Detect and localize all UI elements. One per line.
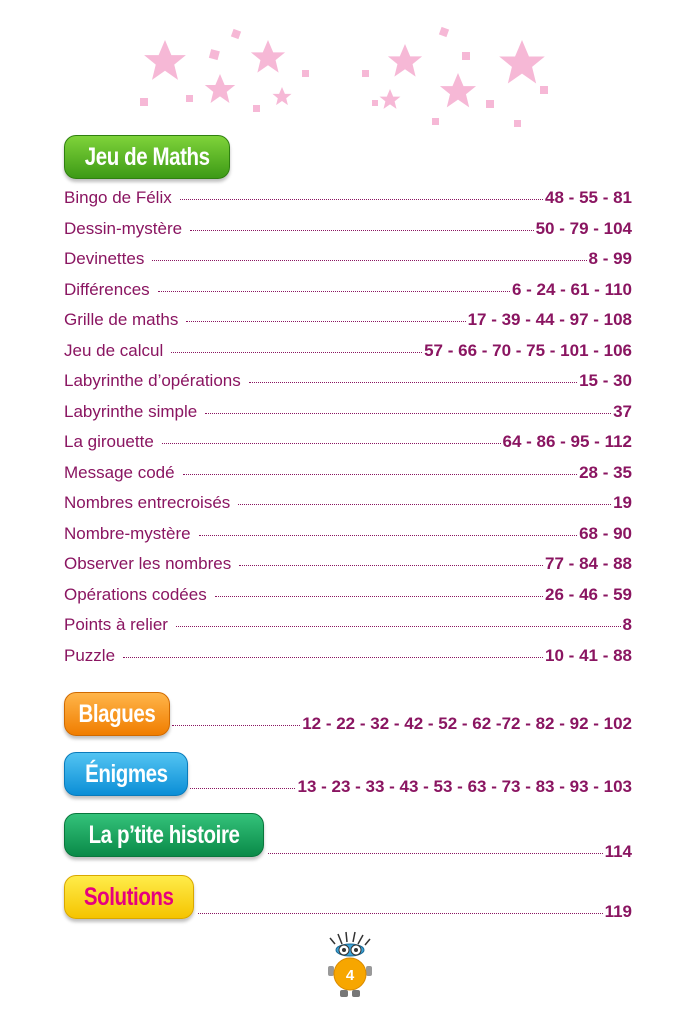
- toc-entry-label: Message codé: [64, 462, 175, 482]
- toc-entry-label: Bingo de Félix: [64, 188, 172, 207]
- leader-dots: [186, 320, 465, 322]
- toc-entry-pages: 50 - 79 - 104: [535, 218, 632, 238]
- star-icon: [388, 44, 422, 77]
- toc-entry: [64, 219, 632, 250]
- toc-entry-pages: 15 - 30: [579, 371, 632, 390]
- star-icon: [499, 40, 545, 83]
- leader-dots: [183, 473, 577, 475]
- leader-dots: [198, 913, 603, 914]
- star-icon: [144, 40, 186, 80]
- leader-dots: [268, 853, 603, 854]
- solutions-pages-row: [198, 902, 632, 922]
- blagues-pages-row: [172, 714, 632, 734]
- toc-entry: [64, 493, 632, 524]
- leader-dots: [249, 381, 577, 383]
- toc-entry: [64, 188, 632, 219]
- toc-entry: [64, 646, 632, 677]
- section-jeux-title: Jeu de Maths: [64, 135, 230, 179]
- toc-entry-label: Puzzle: [64, 645, 116, 665]
- toc-entry: [64, 371, 632, 402]
- toc-entry-pages: 8 - 99: [588, 249, 632, 268]
- leader-dots: [171, 351, 422, 353]
- leader-dots: [199, 534, 577, 536]
- toc-entry-label: Devinettes: [64, 249, 145, 268]
- leader-dots: [180, 198, 543, 200]
- leader-dots: [238, 503, 611, 505]
- toc-entry: [64, 249, 632, 280]
- stars-decoration: [0, 0, 700, 140]
- toc-entry: [64, 280, 632, 311]
- leader-dots: [162, 442, 501, 444]
- leader-dots: [152, 259, 586, 261]
- toc-entry-pages: 57 - 66 - 70 - 75 - 101 - 106: [424, 340, 632, 360]
- leader-dots: [176, 625, 621, 627]
- toc-entry: [64, 341, 632, 372]
- toc-entry: [64, 463, 632, 494]
- section-blagues-title: Blagues: [64, 692, 170, 736]
- toc-entry-label: Jeu de calcul: [64, 340, 164, 360]
- toc-entry-pages: 48 - 55 - 81: [545, 188, 632, 207]
- toc-entry: [64, 524, 632, 555]
- toc-entry: [64, 310, 632, 341]
- histoire-pages-row: [268, 842, 632, 862]
- toc-entry-pages: 19: [613, 493, 632, 512]
- toc-entry-pages: 68 - 90: [579, 523, 632, 543]
- toc-entry-label: Nombre-mystère: [64, 523, 191, 543]
- toc-entry: [64, 402, 632, 433]
- blagues-pages: 12 - 22 - 32 - 42 - 52 - 62 -72 - 82 - 92 - 102: [302, 714, 632, 733]
- toc-entry-label: Opérations codées: [64, 584, 207, 604]
- toc-entry-pages: 77 - 84 - 88: [545, 554, 632, 573]
- toc-entry-label: Labyrinthe simple: [64, 401, 198, 421]
- toc-entry-pages: 10 - 41 - 88: [545, 645, 632, 665]
- toc-entry-label: Différences: [64, 279, 150, 299]
- section-enigmes-title: Énigmes: [64, 752, 188, 796]
- leader-dots: [215, 595, 543, 597]
- leader-dots: [123, 656, 543, 658]
- toc-entry: [64, 615, 632, 646]
- solutions-pages: 119: [604, 902, 632, 921]
- star-icon: [380, 89, 401, 109]
- toc-entry-pages: 28 - 35: [579, 462, 632, 482]
- histoire-pages: 114: [604, 842, 632, 861]
- toc-entry: [64, 432, 632, 463]
- toc-entry-label: Points à relier: [64, 615, 168, 634]
- toc-entry-label: Nombres entrecroisés: [64, 493, 231, 512]
- page-number: 4: [345, 967, 355, 984]
- star-icon: [273, 87, 292, 105]
- leader-dots: [239, 564, 543, 566]
- mascot-icon: [320, 930, 380, 1002]
- star-icon: [440, 73, 476, 107]
- section-histoire-title: La p’tite histoire: [64, 813, 264, 857]
- toc-entry-label: Observer les nombres: [64, 554, 232, 573]
- enigmes-pages: 13 - 23 - 33 - 43 - 53 - 63 - 73 - 83 - 93 - 103: [297, 777, 632, 796]
- toc-entry-label: Dessin-mystère: [64, 218, 183, 238]
- toc-entry: [64, 554, 632, 585]
- toc-entry: [64, 585, 632, 616]
- toc-entry-pages: 17 - 39 - 44 - 97 - 108: [467, 310, 632, 329]
- toc-list: [64, 188, 632, 676]
- leader-dots: [158, 290, 510, 292]
- toc-entry-pages: 26 - 46 - 59: [545, 584, 632, 604]
- star-icon: [205, 74, 235, 103]
- toc-entry-label: Grille de maths: [64, 310, 179, 329]
- star-icon: [251, 40, 285, 73]
- leader-dots: [205, 412, 611, 414]
- leader-dots: [172, 725, 300, 726]
- toc-entry-pages: 8: [622, 615, 632, 634]
- toc-entry-label: Labyrinthe d’opérations: [64, 371, 241, 390]
- enigmes-pages-row: [190, 777, 632, 797]
- toc-entry-label: La girouette: [64, 432, 154, 451]
- leader-dots: [190, 229, 534, 231]
- toc-entry-pages: 37: [613, 401, 632, 421]
- toc-entry-pages: 64 - 86 - 95 - 112: [502, 432, 632, 451]
- toc-entry-pages: 6 - 24 - 61 - 110: [511, 279, 632, 299]
- section-solutions-title: Solutions: [64, 875, 194, 919]
- leader-dots: [190, 788, 295, 789]
